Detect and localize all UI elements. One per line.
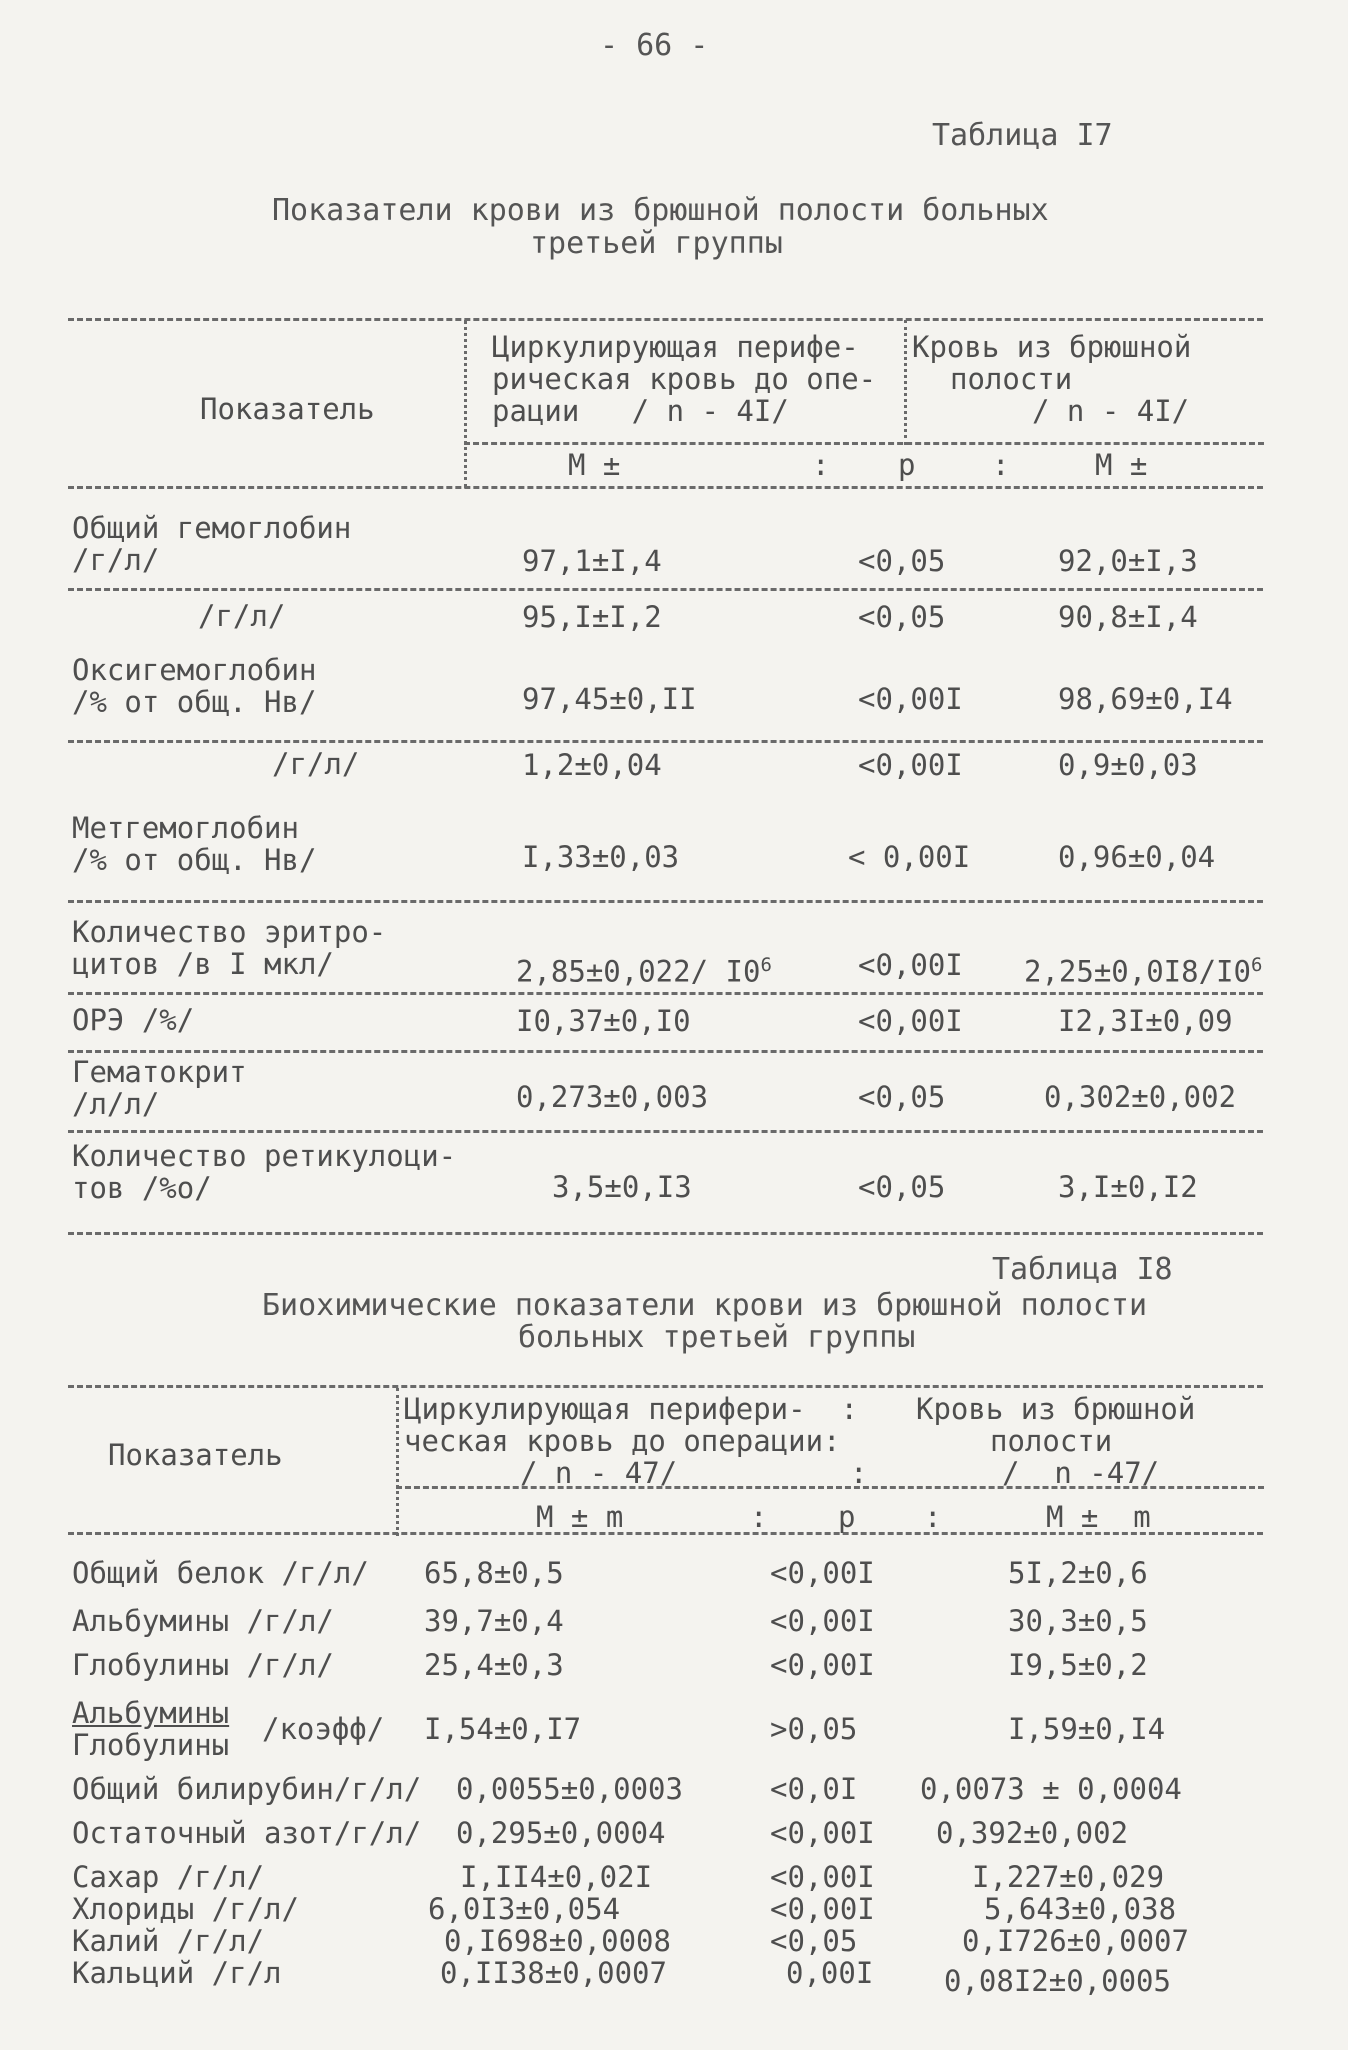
table17-row-label: Оксигемоглобин <box>72 653 317 687</box>
table18-head-sep2: : <box>924 1500 942 1534</box>
table18-head-col1-line2: ческая кровь до операции: <box>404 1424 841 1458</box>
table18-value-abdominal: 0,08I2±0,0005 <box>944 1964 1171 1998</box>
table18-head-col2-line3: / n -47/ <box>1002 1456 1160 1490</box>
table18-row-label: Общий билирубин/г/л/ <box>72 1772 422 1806</box>
table17-head-sep1: : <box>812 448 830 482</box>
table18-caption: Таблица I8 <box>992 1252 1173 1287</box>
table18-value-p: >0,05 <box>770 1712 858 1746</box>
table17-value-p: <0,05 <box>858 544 946 578</box>
table18-value-p: <0,00I <box>770 1816 875 1850</box>
table17-row-label: /л/л/ <box>72 1087 160 1121</box>
table18-row-label: Сахар /г/л/ <box>72 1860 265 1894</box>
table18-head-m1: М ± m <box>536 1500 624 1534</box>
table18-row-label: Общий белок /г/л/ <box>72 1556 369 1590</box>
page-number: - 66 - <box>600 28 709 63</box>
table18-value-p: <0,0I <box>770 1772 858 1806</box>
table17-head-subrule <box>464 442 1264 445</box>
table17-vline-1 <box>464 320 467 488</box>
table18-value-periph: 39,7±0,4 <box>424 1604 564 1638</box>
table17-value-periph: 97,45±0,II <box>522 682 697 716</box>
table17-value-abdominal: I2,3I±0,09 <box>1058 1004 1233 1038</box>
table18-value-abdominal: I,59±0,I4 <box>1008 1712 1166 1746</box>
table17-row-label: /г/л/ <box>272 747 360 781</box>
table18-value-abdominal: 0,0073 ± 0,0004 <box>920 1772 1182 1806</box>
table17-value-periph: I,33±0,03 <box>522 840 680 874</box>
table18-vline-1 <box>396 1388 399 1536</box>
table18-row-label: Кальций /г/л <box>72 1956 282 1990</box>
table17-row-rule <box>68 588 1263 591</box>
table17-row-label: /% от общ. Нв/ <box>72 843 317 877</box>
table18-value-periph: 0,0055±0,0003 <box>456 1772 683 1806</box>
table18-top-rule <box>68 1385 1263 1388</box>
table17-value-abdominal: 92,0±I,3 <box>1058 544 1198 578</box>
table17-value-p: < 0,00I <box>848 840 971 874</box>
table18-value-periph: 6,0I3±0,054 <box>428 1892 621 1926</box>
table18-value-abdominal: 0,I726±0,0007 <box>962 1924 1189 1958</box>
table17-row-label: Общий гемоглобин <box>72 511 352 545</box>
table17-head-col2-line3: / n - 4I/ <box>1032 394 1190 428</box>
table17-head-bottom-rule <box>68 486 1263 489</box>
table17-value-abdominal: 98,69±0,I4 <box>1058 682 1233 716</box>
table18-value-p: <0,00I <box>770 1892 875 1926</box>
table18-row-label: Калий /г/л/ <box>72 1924 265 1958</box>
table17-value-periph: 1,2±0,04 <box>522 748 662 782</box>
table18-head-sep1: : <box>750 1500 768 1534</box>
table17-value-p: <0,00I <box>858 748 963 782</box>
table17-row-label: Гематокрит <box>72 1055 247 1089</box>
table17-value-periph: 2,85±0,022/ $I0^6$ <box>516 954 772 989</box>
table18-value-periph: 0,I698±0,0008 <box>444 1924 671 1958</box>
table17-value-p: <0,05 <box>858 1080 946 1114</box>
table17-value-periph: 0,273±0,003 <box>516 1080 709 1114</box>
table17-head-col1-line2: рическая кровь до опе- <box>492 362 877 396</box>
table18-head-col1-colon: : <box>850 1456 868 1490</box>
table17-row-rule <box>68 1130 1263 1133</box>
table18-row-label-denominator: Глобулины <box>72 1728 230 1762</box>
table17-title-line2: третьей группы <box>530 226 783 261</box>
table17-vline-2 <box>904 320 907 445</box>
table17-row-label: ОРЭ /%/ <box>72 1003 195 1037</box>
table17-caption: Таблица I7 <box>932 118 1113 153</box>
table18-value-p: 0,00I <box>786 1956 874 1990</box>
table17-row-rule <box>68 740 1263 743</box>
table18-head-p: р <box>838 1500 856 1534</box>
table18-value-p: <0,00I <box>770 1604 875 1638</box>
table18-value-abdominal: 30,3±0,5 <box>1008 1604 1148 1638</box>
table17-row-label: /г/л/ <box>72 543 160 577</box>
table18-row-label: Альбумины /г/л/ <box>72 1604 334 1638</box>
table17-row-label: тов /%о/ <box>72 1171 212 1205</box>
table17-value-p: <0,00I <box>858 1004 963 1038</box>
table18-value-periph: I,II4±0,02I <box>460 1860 653 1894</box>
table18-value-abdominal: 5I,2±0,6 <box>1008 1556 1148 1590</box>
table18-row-label-numerator: Альбумины <box>72 1696 230 1730</box>
table18-head-col2-line1: Кровь из брюшной <box>916 1392 1196 1426</box>
table17-value-p: <0,05 <box>858 1170 946 1204</box>
table17-head-sep2: : <box>992 448 1010 482</box>
table18-value-p: <0,00I <box>770 1860 875 1894</box>
table18-row-label: Остаточный азот/г/л/ <box>72 1816 422 1850</box>
table17-value-exponent: 6 <box>1250 954 1263 976</box>
table18-value-periph: I,54±0,I7 <box>424 1712 582 1746</box>
table17-value-abdominal: 0,96±0,04 <box>1058 840 1216 874</box>
table17-value-abdominal: $2,25\pm 0,0I8/I0^6$ <box>1024 954 1263 989</box>
table17-row-label: /г/л/ <box>198 599 286 633</box>
table18-head-col2-line2: полости <box>990 1424 1113 1458</box>
table17-title-line1: Показатели крови из брюшной полости больных <box>272 193 1049 228</box>
table18-head-m2: М ± m <box>1046 1500 1151 1534</box>
table18-head-col1-line1: Циркулирующая перифери- : <box>404 1392 858 1426</box>
table18-head-indicator: Показатель <box>108 1438 283 1472</box>
table17-head-p: р <box>898 448 916 482</box>
table18-value-abdominal: 0,392±0,002 <box>936 1816 1129 1850</box>
table17-value-p: <0,05 <box>858 600 946 634</box>
table17-bottom-rule <box>68 1232 1263 1235</box>
table17-head-col2-line2: полости <box>950 362 1073 396</box>
table17-value-periph: 3,5±0,I3 <box>552 1170 692 1204</box>
table18-value-abdominal: I,227±0,029 <box>972 1860 1165 1894</box>
table18-head-col1-line3: / n - 47/ <box>520 1456 678 1490</box>
table18-value-periph: 0,295±0,0004 <box>456 1816 666 1850</box>
table17-row-rule <box>68 1050 1263 1053</box>
table17-row-rule <box>68 992 1263 995</box>
table17-row-label: /% от общ. Нв/ <box>72 685 317 719</box>
table18-row-label: Хлориды /г/л/ <box>72 1892 299 1926</box>
table17-value-periph: 97,1±I,4 <box>522 544 662 578</box>
table17-head-indicator: Показатель <box>200 392 375 426</box>
table18-value-p: <0,05 <box>770 1924 858 1958</box>
table17-value-exponent: 6 <box>760 954 772 976</box>
table18-value-periph: 65,8±0,5 <box>424 1556 564 1590</box>
table17-value-abdominal: 0,302±0,002 <box>1044 1080 1237 1114</box>
table17-head-col1-line3: рации / n - 4I/ <box>492 394 789 428</box>
table17-row-label: Количество ретикулоци- <box>72 1139 457 1173</box>
table18-value-p: <0,00I <box>770 1648 875 1682</box>
table17-top-rule <box>68 318 1263 321</box>
table18-value-p: <0,00I <box>770 1556 875 1590</box>
table17-row-rule <box>68 900 1263 903</box>
table18-value-periph: 0,II38±0,0007 <box>440 1956 667 1990</box>
table18-value-periph: 25,4±0,3 <box>424 1648 564 1682</box>
table17-row-label: Количество эритро- <box>72 915 387 949</box>
table18-title-line2: больных третьей группы <box>518 1320 916 1355</box>
table17-head-m1: М ± <box>568 448 621 482</box>
table17-value-p: <0,00I <box>858 948 963 982</box>
table17-head-m2: М ± <box>1095 448 1148 482</box>
table18-row-label: Глобулины /г/л/ <box>72 1648 334 1682</box>
table17-row-label: Метгемоглобин <box>72 811 299 845</box>
table17-value-abdominal: 90,8±I,4 <box>1058 600 1198 634</box>
table17-head-col2-line1: Кровь из брюшной <box>912 330 1192 364</box>
table18-value-abdominal: 5,643±0,038 <box>984 1892 1177 1926</box>
table17-value-periph: 95,I±I,2 <box>522 600 662 634</box>
table17-value-periph: I0,37±0,I0 <box>516 1004 691 1038</box>
table17-row-label: цитов /в I мкл/ <box>72 947 334 981</box>
table17-value-p: <0,00I <box>858 682 963 716</box>
table18-title-line1: Биохимические показатели крови из брюшной полости <box>262 1288 1148 1323</box>
table17-value-abdominal: 0,9±0,03 <box>1058 748 1198 782</box>
table17-head-col1-line1: Циркулирующая перифе- <box>492 330 859 364</box>
table18-value-abdominal: I9,5±0,2 <box>1008 1648 1148 1682</box>
table18-row-label-tail: /коэфф/ <box>262 1712 385 1746</box>
table17-value-abdominal: 3,I±0,I2 <box>1058 1170 1198 1204</box>
